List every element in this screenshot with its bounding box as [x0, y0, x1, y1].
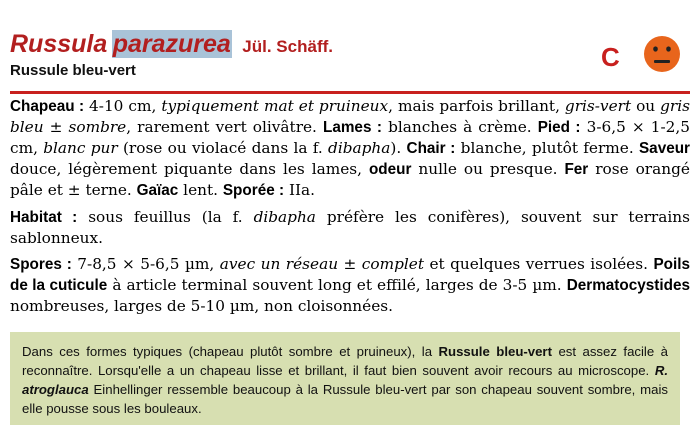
common-name-reference: Russule bleu-vert	[438, 344, 552, 359]
lames-label: Lames :	[322, 119, 382, 136]
pied-label: Pied :	[537, 119, 581, 136]
chapeau-label: Chapeau :	[10, 98, 85, 115]
description-paragraph: Chapeau : 4-10 cm, typiquement mat et pruineux, mais parfois brillant, gris-vert ou gris bleu ± sombre, rarement vert olivâtre. Lames : blanches à crème. Pied : 3-6,5 × 1-2,5 cm, blanc pur (rose ou violacé dans la f. dibapha). Chair : blanche, plutôt ferme. Saveur douce, légèrement piquante dans les lames, odeur nulle ou presque. Fer rose orangé pâle et ± terne. Gaïac lent. Sporée : IIa.	[10, 97, 691, 199]
species-description	[10, 96, 690, 316]
common-name: Russule bleu-vert	[10, 62, 136, 79]
sporee-label: Sporée :	[222, 182, 285, 199]
saveur-label: Saveur	[638, 140, 691, 157]
gaiac-label: Gaïac	[136, 182, 179, 199]
similar-species-name: R. atroglauca	[22, 363, 668, 397]
comparison-note	[10, 332, 680, 425]
habitat-paragraph: Habitat : sous feuillus (la f. dibapha préfère les conifères), souvent sur terrains sablonneux.	[10, 208, 690, 247]
author-citation: Jül. Schäff.	[242, 37, 333, 56]
neutral-face-icon	[643, 35, 681, 73]
genus-name: Russula	[10, 30, 108, 58]
species-header	[10, 6, 690, 92]
species-title	[10, 30, 333, 59]
dermatocystides-label: Dermatocystides	[566, 277, 690, 294]
fer-label: Fer	[564, 161, 589, 178]
habitat-label: Habitat :	[10, 209, 78, 226]
chair-label: Chair :	[406, 140, 456, 157]
note-text: Dans ces formes typiques (chapeau plutôt sombre et pruineux), la Russule bleu-vert est assez facile à reconnaître. Lorsqu'elle a un chapeau lisse et brillant, il faut bien souvent avoir recours au microscope. R. atroglauca Einhellinger ressemble beaucoup à la Russule bleu-vert par son chapeau souvent sombre, mais elle pousse sous les bouleaux.	[22, 344, 668, 416]
species-name-highlighted[interactable]: parazurea	[112, 30, 231, 58]
microscopy-paragraph: Spores : 7-8,5 × 5-6,5 µm, avec un réseau ± complet et quelques verrues isolées. Poils de la cuticule à article terminal souvent long et effilé, larges de 3-5 µm. Dermatocystides nombreuses, larges de 5-10 µm, non cloisonnées.	[10, 255, 690, 315]
odeur-label: odeur	[368, 161, 412, 178]
spores-label: Spores :	[10, 256, 72, 273]
header-divider	[10, 91, 690, 94]
poils-label: Poils de la cuticule	[10, 256, 690, 294]
edibility-code: C	[601, 42, 620, 72]
